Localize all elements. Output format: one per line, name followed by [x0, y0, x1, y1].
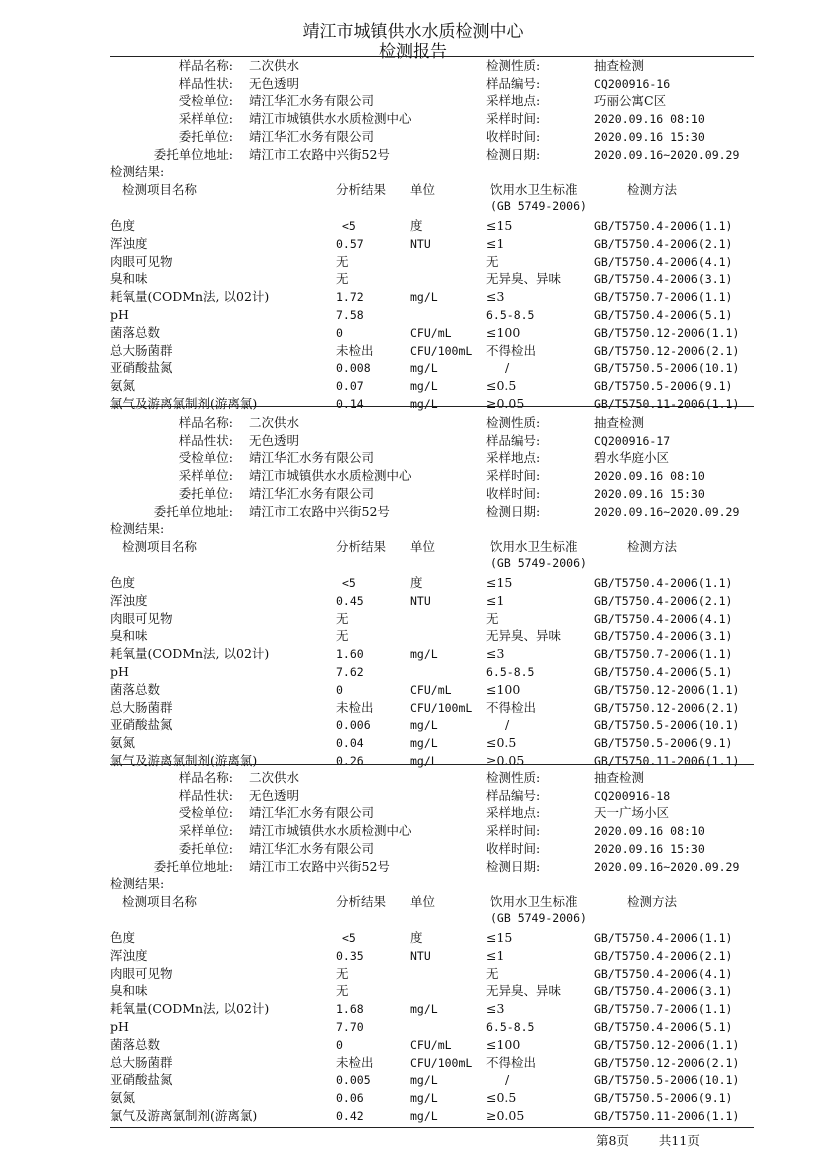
info-value-receive-time: 2020.09.16 15:30 [594, 129, 705, 144]
result-standard: ≤100 [486, 1036, 521, 1052]
result-standard: 无 [486, 610, 499, 626]
info-value-nature: 抽查检测 [594, 415, 645, 430]
result-standard: ≤15 [486, 574, 513, 590]
info-label-sample-state: 样品性状: [178, 75, 233, 91]
info-label-receive-time: 收样时间: [486, 128, 541, 144]
info-label-client-unit: 委托单位: [178, 128, 233, 144]
result-unit: mg/L [410, 1108, 438, 1123]
result-item: 氨氮 [110, 378, 136, 394]
col-header-item: 检测项目名称 [122, 893, 198, 909]
result-item: 臭和味 [110, 271, 148, 287]
result-item: 浑浊度 [110, 235, 148, 251]
results-label: 检测结果: [110, 164, 165, 180]
info-label-test-date: 检测日期: [486, 503, 541, 519]
result-method: GB/T5750.7-2006(1.1) [594, 647, 733, 662]
result-item: 氯气及游离氯制剂(游离氯) [110, 1107, 258, 1123]
result-method: GB/T5750.12-2006(2.1) [594, 343, 740, 358]
result-item: 浑浊度 [110, 947, 148, 963]
result-standard: 不得检出 [486, 1054, 537, 1070]
info-value-sampler: 靖江市城镇供水水质检测中心 [249, 468, 412, 484]
info-value-nature: 抽查检测 [594, 58, 645, 73]
result-method: GB/T5750.12-2006(1.1) [594, 682, 740, 697]
result-method: GB/T5750.5-2006(10.1) [594, 361, 740, 376]
info-label-sample-no: 样品编号: [486, 75, 541, 91]
info-label-sampling-time: 采样时间: [486, 468, 541, 484]
info-value-location: 天一广场小区 [594, 805, 670, 821]
result-method: GB/T5750.5-2006(10.1) [594, 1073, 740, 1088]
info-value-sampler: 靖江市城镇供水水质检测中心 [249, 823, 412, 839]
info-label-test-date: 检测日期: [486, 858, 541, 874]
result-item: 氯气及游离氯制剂(游离氯) [110, 752, 258, 768]
col-header-standard-sub: (GB 5749-2006) [490, 910, 587, 925]
col-header-standard: 饮用水卫生标准 [490, 893, 578, 909]
result-item: 耗氧量(CODMn法, 以02计) [110, 289, 270, 305]
info-value-inspected: 靖江华汇水务有限公司 [249, 450, 375, 466]
result-unit: mg/L [410, 718, 438, 733]
result-method: GB/T5750.11-2006(1.1) [594, 1108, 740, 1123]
result-unit: mg/L [410, 290, 438, 305]
info-value-receive-time: 2020.09.16 15:30 [594, 486, 705, 501]
result-item: 耗氧量(CODMn法, 以02计) [110, 646, 270, 662]
info-value-client: 靖江华汇水务有限公司 [249, 840, 375, 856]
result-standard: ≤1 [486, 592, 505, 608]
result-method: GB/T5750.12-2006(1.1) [594, 1037, 740, 1052]
page-footer [596, 1131, 700, 1149]
info-label-sampling-unit: 采样单位: [178, 823, 233, 839]
result-item: pH [110, 1018, 129, 1034]
result-method: GB/T5750.4-2006(1.1) [594, 218, 733, 233]
result-standard: / [505, 1072, 510, 1088]
result-item: 色度 [110, 217, 136, 233]
col-header-standard-sub: (GB 5749-2006) [490, 555, 587, 570]
result-unit: CFU/100mL [410, 1055, 473, 1070]
result-method: GB/T5750.4-2006(4.1) [594, 611, 733, 626]
info-value-no: CQ200916-18 [594, 788, 671, 803]
info-value-test-date: 2020.09.16~2020.09.29 [594, 504, 740, 519]
result-standard: ≥0.05 [486, 1107, 525, 1123]
info-value-client: 靖江华汇水务有限公司 [249, 128, 375, 144]
result-standard: / [505, 717, 510, 733]
result-unit: mg/L [410, 753, 438, 768]
info-label-client-address: 委托单位地址: [153, 146, 233, 162]
results-label: 检测结果: [110, 876, 165, 892]
info-value-sampling-time: 2020.09.16 08:10 [594, 112, 705, 127]
info-value-nature: 抽查检测 [594, 770, 645, 785]
result-standard: ≤100 [486, 324, 521, 340]
result-standard: 不得检出 [486, 699, 537, 715]
result-unit: mg/L [410, 361, 438, 376]
result-value: 无 [336, 271, 349, 287]
result-standard: ≥0.05 [486, 395, 525, 411]
result-value: 1.68 [336, 1002, 364, 1017]
result-item: 肉眼可见物 [110, 610, 173, 626]
block-separator [110, 406, 754, 407]
result-method: GB/T5750.4-2006(4.1) [594, 254, 733, 269]
col-header-result: 分析结果 [336, 538, 387, 554]
info-label-nature: 检测性质: [486, 415, 541, 430]
info-value-state: 无色透明 [249, 432, 300, 448]
info-label-sample-state: 样品性状: [178, 787, 233, 803]
result-method: GB/T5750.4-2006(3.1) [594, 629, 733, 644]
result-unit: CFU/100mL [410, 343, 473, 358]
result-standard: ≤1 [486, 235, 505, 251]
result-standard: ≤3 [486, 646, 505, 662]
result-unit: mg/L [410, 736, 438, 751]
result-item: 亚硝酸盐氮 [110, 1072, 173, 1088]
result-value: 0.07 [336, 379, 364, 394]
result-value: 0.008 [336, 361, 371, 376]
result-unit: mg/L [410, 1073, 438, 1088]
info-label-sample-no: 样品编号: [486, 787, 541, 803]
result-value: <5 [342, 575, 356, 590]
result-standard: 6.5-8.5 [486, 1019, 535, 1034]
result-unit: 度 [410, 929, 423, 945]
info-label-sample-name: 样品名称: [178, 770, 233, 785]
result-unit: CFU/mL [410, 1037, 452, 1052]
result-method: GB/T5750.4-2006(5.1) [594, 664, 733, 679]
result-standard: 不得检出 [486, 342, 537, 358]
info-value-no: CQ200916-16 [594, 76, 671, 91]
col-header-method: 检测方法 [627, 893, 678, 909]
result-method: GB/T5750.4-2006(1.1) [594, 930, 733, 945]
result-standard: 无 [486, 965, 499, 981]
info-value-state: 无色透明 [249, 75, 300, 91]
info-label-sampling-time: 采样时间: [486, 823, 541, 839]
result-item: 亚硝酸盐氮 [110, 360, 173, 376]
result-method: GB/T5750.5-2006(10.1) [594, 718, 740, 733]
result-value: <5 [342, 218, 356, 233]
result-method: GB/T5750.4-2006(5.1) [594, 307, 733, 322]
result-value: 0.005 [336, 1073, 371, 1088]
result-method: GB/T5750.12-2006(2.1) [594, 700, 740, 715]
info-label-receive-time: 收样时间: [486, 485, 541, 501]
result-unit: mg/L [410, 379, 438, 394]
result-standard: 6.5-8.5 [486, 307, 535, 322]
result-unit: mg/L [410, 1002, 438, 1017]
info-label-sampling-time: 采样时间: [486, 111, 541, 127]
col-header-item: 检测项目名称 [122, 538, 198, 554]
result-method: GB/T5750.4-2006(3.1) [594, 984, 733, 999]
col-header-standard: 饮用水卫生标准 [490, 538, 578, 554]
info-label-receive-time: 收样时间: [486, 840, 541, 856]
result-value: 0.57 [336, 236, 364, 251]
col-header-standard-sub: (GB 5749-2006) [490, 198, 587, 213]
result-method: GB/T5750.4-2006(2.1) [594, 236, 733, 251]
result-item: 总大肠菌群 [110, 342, 173, 358]
col-header-item: 检测项目名称 [122, 181, 198, 197]
result-value: 0.35 [336, 948, 364, 963]
result-unit: 度 [410, 217, 423, 233]
result-standard: 无异臭、异味 [486, 271, 562, 287]
info-value-inspected: 靖江华汇水务有限公司 [249, 805, 375, 821]
result-unit: CFU/mL [410, 682, 452, 697]
result-standard: / [505, 360, 510, 376]
result-value: 0.04 [336, 736, 364, 751]
report-org-title: 靖江市城镇供水水质检测中心 [302, 22, 524, 42]
info-label-nature: 检测性质: [486, 770, 541, 785]
result-item: 肉眼可见物 [110, 253, 173, 269]
result-item: 菌落总数 [110, 324, 161, 340]
result-method: GB/T5750.12-2006(1.1) [594, 325, 740, 340]
page-number: 第8页 [596, 1133, 629, 1148]
result-method: GB/T5750.12-2006(2.1) [594, 1055, 740, 1070]
info-value-address: 靖江市工农路中兴街52号 [249, 858, 390, 874]
result-item: 色度 [110, 574, 136, 590]
result-method: GB/T5750.4-2006(2.1) [594, 593, 733, 608]
result-method: GB/T5750.4-2006(4.1) [594, 966, 733, 981]
info-value-address: 靖江市工农路中兴街52号 [249, 146, 390, 162]
result-value: 0.45 [336, 593, 364, 608]
result-standard: ≤1 [486, 947, 505, 963]
col-header-result: 分析结果 [336, 181, 387, 197]
info-label-location: 采样地点: [486, 450, 541, 466]
result-value: 0.006 [336, 718, 371, 733]
result-method: GB/T5750.5-2006(9.1) [594, 1091, 733, 1106]
info-value-client: 靖江华汇水务有限公司 [249, 485, 375, 501]
info-label-sample-no: 样品编号: [486, 432, 541, 448]
result-value: 无 [336, 628, 349, 644]
result-unit: NTU [410, 948, 431, 963]
result-standard: ≤0.5 [486, 1090, 517, 1106]
result-item: pH [110, 306, 129, 322]
result-standard: 无异臭、异味 [486, 983, 562, 999]
result-value: 0.42 [336, 1108, 364, 1123]
info-value-address: 靖江市工农路中兴街52号 [249, 503, 390, 519]
result-standard: 无 [486, 253, 499, 269]
result-item: 亚硝酸盐氮 [110, 717, 173, 733]
info-label-client-unit: 委托单位: [178, 485, 233, 501]
info-value-no: CQ200916-17 [594, 433, 671, 448]
info-value-test-date: 2020.09.16~2020.09.29 [594, 859, 740, 874]
top-rule [110, 56, 754, 57]
result-value: 1.60 [336, 647, 364, 662]
result-standard: 无异臭、异味 [486, 628, 562, 644]
result-unit: mg/L [410, 1091, 438, 1106]
info-value-sampling-time: 2020.09.16 08:10 [594, 469, 705, 484]
result-standard: ≤15 [486, 217, 513, 233]
result-value: 7.62 [336, 664, 364, 679]
result-value: 0.26 [336, 753, 364, 768]
info-value-sampling-time: 2020.09.16 08:10 [594, 824, 705, 839]
info-label-test-date: 检测日期: [486, 146, 541, 162]
result-standard: ≤15 [486, 929, 513, 945]
result-method: GB/T5750.7-2006(1.1) [594, 290, 733, 305]
result-item: pH [110, 663, 129, 679]
info-value-name: 二次供水 [249, 415, 300, 430]
result-unit: 度 [410, 574, 423, 590]
result-standard: ≤100 [486, 681, 521, 697]
result-unit: NTU [410, 593, 431, 608]
info-label-inspected-unit: 受检单位: [178, 805, 233, 821]
result-standard: ≤0.5 [486, 735, 517, 751]
result-method: GB/T5750.4-2006(1.1) [594, 575, 733, 590]
col-header-unit: 单位 [410, 538, 436, 554]
info-value-sampler: 靖江市城镇供水水质检测中心 [249, 111, 412, 127]
result-item: 臭和味 [110, 628, 148, 644]
result-unit: NTU [410, 236, 431, 251]
report-title: 检测报告 [379, 42, 447, 62]
result-value: 未检出 [336, 342, 374, 358]
result-value: 无 [336, 965, 349, 981]
result-method: GB/T5750.7-2006(1.1) [594, 1002, 733, 1017]
result-value: 7.70 [336, 1019, 364, 1034]
info-value-state: 无色透明 [249, 787, 300, 803]
result-standard: ≤0.5 [486, 378, 517, 394]
result-value: 0.14 [336, 396, 364, 411]
info-label-sampling-unit: 采样单位: [178, 468, 233, 484]
info-label-location: 采样地点: [486, 93, 541, 109]
info-label-client-address: 委托单位地址: [153, 858, 233, 874]
result-item: 耗氧量(CODMn法, 以02计) [110, 1001, 270, 1017]
result-method: GB/T5750.11-2006(1.1) [594, 396, 740, 411]
result-method: GB/T5750.4-2006(5.1) [594, 1019, 733, 1034]
result-method: GB/T5750.5-2006(9.1) [594, 379, 733, 394]
result-item: 色度 [110, 929, 136, 945]
result-item: 氨氮 [110, 1090, 136, 1106]
result-standard: ≥0.05 [486, 752, 525, 768]
info-value-location: 碧水华庭小区 [594, 450, 670, 466]
info-label-client-unit: 委托单位: [178, 840, 233, 856]
result-unit: mg/L [410, 647, 438, 662]
result-standard: ≤3 [486, 289, 505, 305]
result-value: 0 [336, 325, 343, 340]
info-label-inspected-unit: 受检单位: [178, 93, 233, 109]
result-method: GB/T5750.5-2006(9.1) [594, 736, 733, 751]
result-method: GB/T5750.11-2006(1.1) [594, 753, 740, 768]
result-item: 氯气及游离氯制剂(游离氯) [110, 395, 258, 411]
result-item: 总大肠菌群 [110, 1054, 173, 1070]
col-header-unit: 单位 [410, 893, 436, 909]
info-value-test-date: 2020.09.16~2020.09.29 [594, 147, 740, 162]
col-header-method: 检测方法 [627, 181, 678, 197]
info-value-inspected: 靖江华汇水务有限公司 [249, 93, 375, 109]
info-value-name: 二次供水 [249, 58, 300, 73]
result-unit: CFU/100mL [410, 700, 473, 715]
info-label-sample-name: 样品名称: [178, 415, 233, 430]
result-item: 肉眼可见物 [110, 965, 173, 981]
result-value: 0 [336, 1037, 343, 1052]
info-value-name: 二次供水 [249, 770, 300, 785]
result-item: 总大肠菌群 [110, 699, 173, 715]
block-separator [110, 764, 754, 765]
col-header-standard: 饮用水卫生标准 [490, 181, 578, 197]
result-value: 7.58 [336, 307, 364, 322]
result-value: 无 [336, 253, 349, 269]
page-total: 共11页 [658, 1133, 700, 1148]
info-label-sample-name: 样品名称: [178, 58, 233, 73]
result-item: 臭和味 [110, 983, 148, 999]
result-value: 无 [336, 983, 349, 999]
result-value: 无 [336, 610, 349, 626]
result-item: 浑浊度 [110, 592, 148, 608]
result-unit: mg/L [410, 396, 438, 411]
info-label-nature: 检测性质: [486, 58, 541, 73]
info-label-sampling-unit: 采样单位: [178, 111, 233, 127]
col-header-method: 检测方法 [627, 538, 678, 554]
info-value-location: 巧丽公寓C区 [594, 93, 667, 109]
col-header-unit: 单位 [410, 181, 436, 197]
result-value: 0.06 [336, 1091, 364, 1106]
results-label: 检测结果: [110, 521, 165, 537]
result-value: 1.72 [336, 290, 364, 305]
result-value: 未检出 [336, 699, 374, 715]
result-method: GB/T5750.4-2006(3.1) [594, 272, 733, 287]
info-label-sample-state: 样品性状: [178, 432, 233, 448]
result-standard: 6.5-8.5 [486, 664, 535, 679]
col-header-result: 分析结果 [336, 893, 387, 909]
info-label-inspected-unit: 受检单位: [178, 450, 233, 466]
bottom-rule [110, 1127, 754, 1128]
result-value: 未检出 [336, 1054, 374, 1070]
result-item: 氨氮 [110, 735, 136, 751]
result-unit: CFU/mL [410, 325, 452, 340]
result-item: 菌落总数 [110, 681, 161, 697]
result-value: 0 [336, 682, 343, 697]
info-value-receive-time: 2020.09.16 15:30 [594, 841, 705, 856]
info-label-location: 采样地点: [486, 805, 541, 821]
info-label-client-address: 委托单位地址: [153, 503, 233, 519]
result-method: GB/T5750.4-2006(2.1) [594, 948, 733, 963]
result-value: <5 [342, 930, 356, 945]
result-item: 菌落总数 [110, 1036, 161, 1052]
result-standard: ≤3 [486, 1001, 505, 1017]
